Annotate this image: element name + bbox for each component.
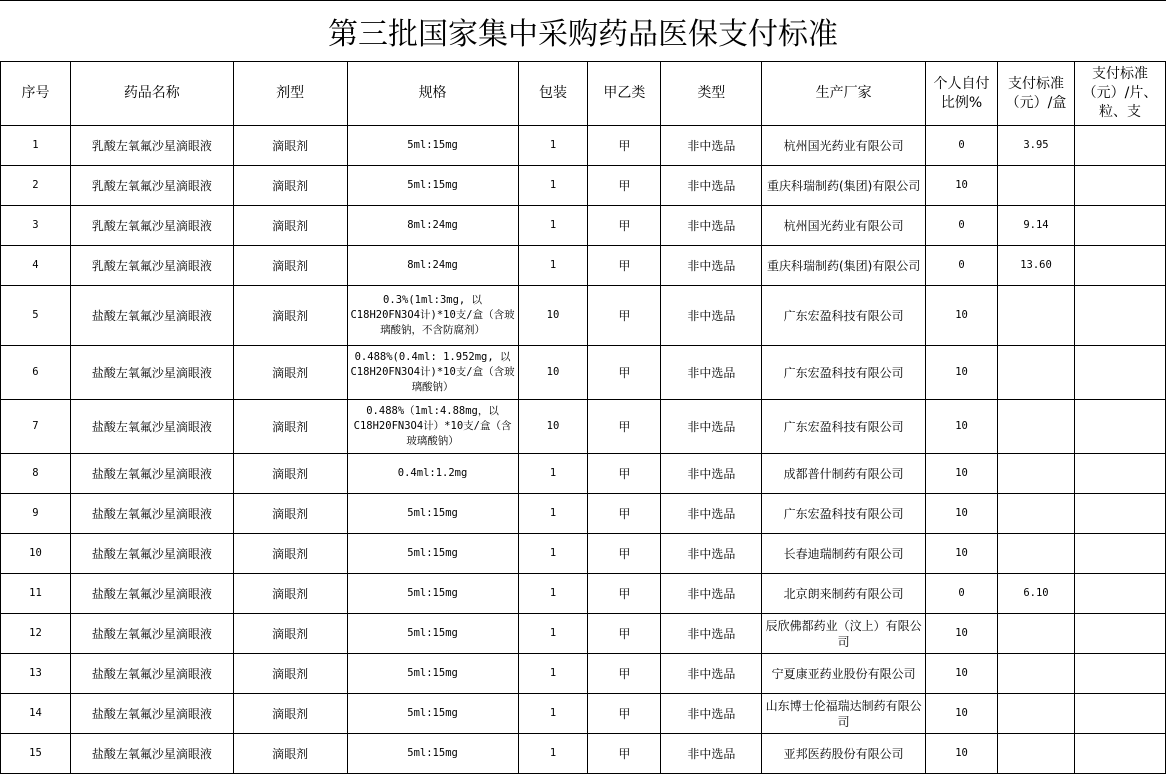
table-row [1,494,1166,534]
cell-type[interactable]: 非中选品 [661,614,762,654]
header-pack[interactable]: 包装 [518,62,588,126]
cell-pack[interactable]: 1 [518,206,588,246]
cell-name[interactable]: 盐酸左氧氟沙星滴眼液 [70,534,233,574]
cell-std-box[interactable]: 3.95 [998,126,1075,166]
cell-dosage[interactable]: 滴眼剂 [233,574,347,614]
cell-name[interactable]: 盐酸左氧氟沙星滴眼液 [70,614,233,654]
cell-selfpay[interactable]: 10 [926,454,998,494]
cell-pack[interactable]: 1 [518,534,588,574]
cell-seq[interactable]: 12 [1,614,71,654]
cell-maker[interactable]: 杭州国光药业有限公司 [762,126,926,166]
sheet-title: 第三批国家集中采购药品医保支付标准 [0,0,1166,62]
cell-std-box[interactable] [998,494,1075,534]
cell-maker[interactable]: 辰欣佛都药业（汶上）有限公司 [762,614,926,654]
cell-class[interactable]: 甲 [588,400,661,454]
cell-type[interactable]: 非中选品 [661,694,762,734]
cell-type[interactable]: 非中选品 [661,494,762,534]
cell-spec[interactable]: 8ml:24mg [347,246,518,286]
cell-type[interactable]: 非中选品 [661,286,762,346]
cell-std-box[interactable] [998,286,1075,346]
table-row [1,534,1166,574]
cell-pack[interactable]: 10 [518,286,588,346]
cell-type[interactable]: 非中选品 [661,246,762,286]
cell-pack[interactable]: 1 [518,694,588,734]
cell-name[interactable]: 盐酸左氧氟沙星滴眼液 [70,654,233,694]
cell-class[interactable]: 甲 [588,126,661,166]
cell-maker[interactable]: 北京朗来制药有限公司 [762,574,926,614]
cell-selfpay[interactable]: 0 [926,574,998,614]
cell-pack[interactable]: 1 [518,454,588,494]
cell-class[interactable]: 甲 [588,574,661,614]
cell-seq[interactable]: 15 [1,734,71,774]
cell-selfpay[interactable]: 10 [926,494,998,534]
cell-seq[interactable]: 8 [1,454,71,494]
cell-pack[interactable]: 1 [518,654,588,694]
cell-dosage[interactable]: 滴眼剂 [233,400,347,454]
cell-seq[interactable]: 13 [1,654,71,694]
cell-name[interactable]: 盐酸左氧氟沙星滴眼液 [70,400,233,454]
cell-dosage[interactable]: 滴眼剂 [233,286,347,346]
cell-maker[interactable]: 山东博士伦福瑞达制药有限公司 [762,694,926,734]
cell-dosage[interactable]: 滴眼剂 [233,346,347,400]
cell-maker[interactable]: 宁夏康亚药业股份有限公司 [762,654,926,694]
header-std-unit[interactable]: 支付标准（元）/片、粒、支 [1074,62,1165,126]
table-row [1,286,1166,346]
cell-pack[interactable]: 1 [518,734,588,774]
cell-type[interactable]: 非中选品 [661,534,762,574]
header-type[interactable]: 类型 [661,62,762,126]
cell-seq[interactable]: 2 [1,166,71,206]
cell-class[interactable]: 甲 [588,246,661,286]
cell-class[interactable]: 甲 [588,454,661,494]
cell-seq[interactable]: 9 [1,494,71,534]
cell-name[interactable]: 乳酸左氧氟沙星滴眼液 [70,206,233,246]
cell-std-unit[interactable] [1074,654,1165,694]
cell-pack[interactable]: 1 [518,614,588,654]
payment-standard-table [0,61,1166,774]
cell-name[interactable]: 盐酸左氧氟沙星滴眼液 [70,694,233,734]
cell-type[interactable]: 非中选品 [661,654,762,694]
cell-name[interactable]: 乳酸左氧氟沙星滴眼液 [70,246,233,286]
cell-std-unit[interactable] [1074,574,1165,614]
cell-dosage[interactable]: 滴眼剂 [233,734,347,774]
cell-class[interactable]: 甲 [588,346,661,400]
header-row [1,62,1166,126]
cell-selfpay[interactable]: 10 [926,286,998,346]
cell-std-box[interactable]: 13.60 [998,246,1075,286]
cell-maker[interactable]: 亚邦医药股份有限公司 [762,734,926,774]
table-row [1,614,1166,654]
cell-maker[interactable]: 成都普什制药有限公司 [762,454,926,494]
cell-pack[interactable]: 1 [518,126,588,166]
cell-class[interactable]: 甲 [588,654,661,694]
cell-name[interactable]: 乳酸左氧氟沙星滴眼液 [70,166,233,206]
cell-class[interactable]: 甲 [588,534,661,574]
cell-spec[interactable]: 8ml:24mg [347,206,518,246]
cell-std-unit[interactable] [1074,694,1165,734]
cell-std-box[interactable] [998,166,1075,206]
cell-std-box[interactable] [998,614,1075,654]
cell-pack[interactable]: 10 [518,400,588,454]
cell-spec[interactable]: 5ml:15mg [347,694,518,734]
cell-type[interactable]: 非中选品 [661,346,762,400]
cell-maker[interactable]: 重庆科瑞制药(集团)有限公司 [762,246,926,286]
cell-name[interactable]: 盐酸左氧氟沙星滴眼液 [70,346,233,400]
cell-dosage[interactable]: 滴眼剂 [233,534,347,574]
cell-selfpay[interactable]: 10 [926,400,998,454]
table-row [1,574,1166,614]
table-row [1,246,1166,286]
cell-pack[interactable]: 1 [518,574,588,614]
cell-pack[interactable]: 1 [518,494,588,534]
cell-class[interactable]: 甲 [588,286,661,346]
cell-seq[interactable]: 11 [1,574,71,614]
cell-dosage[interactable]: 滴眼剂 [233,454,347,494]
cell-std-unit[interactable] [1074,734,1165,774]
cell-maker[interactable]: 重庆科瑞制药(集团)有限公司 [762,166,926,206]
cell-pack[interactable]: 1 [518,246,588,286]
cell-maker[interactable]: 长春迪瑞制药有限公司 [762,534,926,574]
cell-name[interactable]: 盐酸左氧氟沙星滴眼液 [70,286,233,346]
cell-selfpay[interactable]: 0 [926,246,998,286]
cell-dosage[interactable]: 滴眼剂 [233,126,347,166]
cell-selfpay[interactable]: 10 [926,166,998,206]
cell-seq[interactable]: 1 [1,126,71,166]
cell-seq[interactable]: 14 [1,694,71,734]
cell-spec[interactable]: 5ml:15mg [347,494,518,534]
cell-maker[interactable]: 广东宏盈科技有限公司 [762,286,926,346]
cell-selfpay[interactable]: 10 [926,614,998,654]
cell-std-unit[interactable] [1074,400,1165,454]
cell-spec[interactable]: 5ml:15mg [347,614,518,654]
cell-seq[interactable]: 4 [1,246,71,286]
cell-class[interactable]: 甲 [588,166,661,206]
cell-selfpay[interactable]: 10 [926,654,998,694]
cell-selfpay[interactable]: 0 [926,126,998,166]
cell-dosage[interactable]: 滴眼剂 [233,494,347,534]
cell-std-unit[interactable] [1074,346,1165,400]
cell-class[interactable]: 甲 [588,206,661,246]
table-row [1,400,1166,454]
cell-maker[interactable]: 广东宏盈科技有限公司 [762,400,926,454]
cell-std-unit[interactable] [1074,454,1165,494]
cell-class[interactable]: 甲 [588,694,661,734]
cell-dosage[interactable]: 滴眼剂 [233,166,347,206]
header-seq[interactable]: 序号 [1,62,71,126]
cell-name[interactable]: 盐酸左氧氟沙星滴眼液 [70,494,233,534]
table-row [1,654,1166,694]
cell-selfpay[interactable]: 10 [926,534,998,574]
cell-dosage[interactable]: 滴眼剂 [233,654,347,694]
cell-type[interactable]: 非中选品 [661,574,762,614]
cell-type[interactable]: 非中选品 [661,734,762,774]
cell-std-unit[interactable] [1074,494,1165,534]
cell-type[interactable]: 非中选品 [661,454,762,494]
cell-seq[interactable]: 7 [1,400,71,454]
cell-name[interactable]: 乳酸左氧氟沙星滴眼液 [70,126,233,166]
cell-type[interactable]: 非中选品 [661,166,762,206]
cell-dosage[interactable]: 滴眼剂 [233,694,347,734]
cell-std-box[interactable] [998,346,1075,400]
cell-pack[interactable]: 10 [518,346,588,400]
cell-std-unit[interactable] [1074,126,1165,166]
cell-spec[interactable]: 5ml:15mg [347,534,518,574]
cell-dosage[interactable]: 滴眼剂 [233,246,347,286]
cell-spec[interactable]: 5ml:15mg [347,166,518,206]
cell-std-box[interactable] [998,400,1075,454]
header-dosage[interactable]: 剂型 [233,62,347,126]
table-row [1,694,1166,734]
cell-spec[interactable]: 0.4ml:1.2mg [347,454,518,494]
header-std-box[interactable]: 支付标准（元）/盒 [998,62,1075,126]
cell-maker[interactable]: 广东宏盈科技有限公司 [762,346,926,400]
table-row [1,166,1166,206]
cell-class[interactable]: 甲 [588,734,661,774]
cell-std-box[interactable]: 6.10 [998,574,1075,614]
cell-type[interactable]: 非中选品 [661,400,762,454]
table-row [1,454,1166,494]
cell-name[interactable]: 盐酸左氧氟沙星滴眼液 [70,734,233,774]
cell-std-box[interactable] [998,694,1075,734]
cell-pack[interactable]: 1 [518,166,588,206]
cell-spec[interactable]: 5ml:15mg [347,654,518,694]
cell-std-box[interactable]: 9.14 [998,206,1075,246]
cell-type[interactable]: 非中选品 [661,206,762,246]
cell-spec[interactable]: 5ml:15mg [347,734,518,774]
cell-selfpay[interactable]: 10 [926,734,998,774]
cell-selfpay[interactable]: 0 [926,206,998,246]
cell-spec[interactable]: 5ml:15mg [347,574,518,614]
cell-maker[interactable]: 广东宏盈科技有限公司 [762,494,926,534]
cell-selfpay[interactable]: 10 [926,694,998,734]
cell-class[interactable]: 甲 [588,614,661,654]
cell-std-unit[interactable] [1074,286,1165,346]
header-class[interactable]: 甲乙类 [588,62,661,126]
cell-type[interactable]: 非中选品 [661,126,762,166]
cell-std-box[interactable] [998,654,1075,694]
header-selfpay[interactable]: 个人自付比例% [926,62,998,126]
cell-name[interactable]: 盐酸左氧氟沙星滴眼液 [70,574,233,614]
cell-selfpay[interactable]: 10 [926,346,998,400]
cell-seq[interactable]: 10 [1,534,71,574]
cell-std-unit[interactable] [1074,614,1165,654]
cell-seq[interactable]: 3 [1,206,71,246]
cell-spec[interactable]: 0.488%(0.4ml: 1.952mg, 以C18H20FN3O4计)*10支/盒（含玻璃酸钠） [347,346,518,400]
table-row [1,346,1166,400]
cell-std-box[interactable] [998,534,1075,574]
cell-spec[interactable]: 0.3%(1ml:3mg, 以C18H20FN3O4计)*10支/盒（含玻璃酸钠，不含防腐剂） [347,286,518,346]
cell-std-unit[interactable] [1074,166,1165,206]
header-maker[interactable]: 生产厂家 [762,62,926,126]
cell-std-unit[interactable] [1074,206,1165,246]
cell-spec[interactable]: 5ml:15mg [347,126,518,166]
cell-seq[interactable]: 6 [1,346,71,400]
cell-std-box[interactable] [998,454,1075,494]
cell-std-unit[interactable] [1074,534,1165,574]
table-row [1,734,1166,774]
header-name[interactable]: 药品名称 [70,62,233,126]
header-spec[interactable]: 规格 [347,62,518,126]
cell-std-box[interactable] [998,734,1075,774]
table-row [1,126,1166,166]
cell-class[interactable]: 甲 [588,494,661,534]
cell-dosage[interactable]: 滴眼剂 [233,614,347,654]
cell-name[interactable]: 盐酸左氧氟沙星滴眼液 [70,454,233,494]
cell-std-unit[interactable] [1074,246,1165,286]
cell-maker[interactable]: 杭州国光药业有限公司 [762,206,926,246]
cell-spec[interactable]: 0.488%（1ml:4.88mg，以C18H20FN3O4计）*10支/盒（含玻璃酸钠） [347,400,518,454]
cell-dosage[interactable]: 滴眼剂 [233,206,347,246]
table-row [1,206,1166,246]
cell-seq[interactable]: 5 [1,286,71,346]
